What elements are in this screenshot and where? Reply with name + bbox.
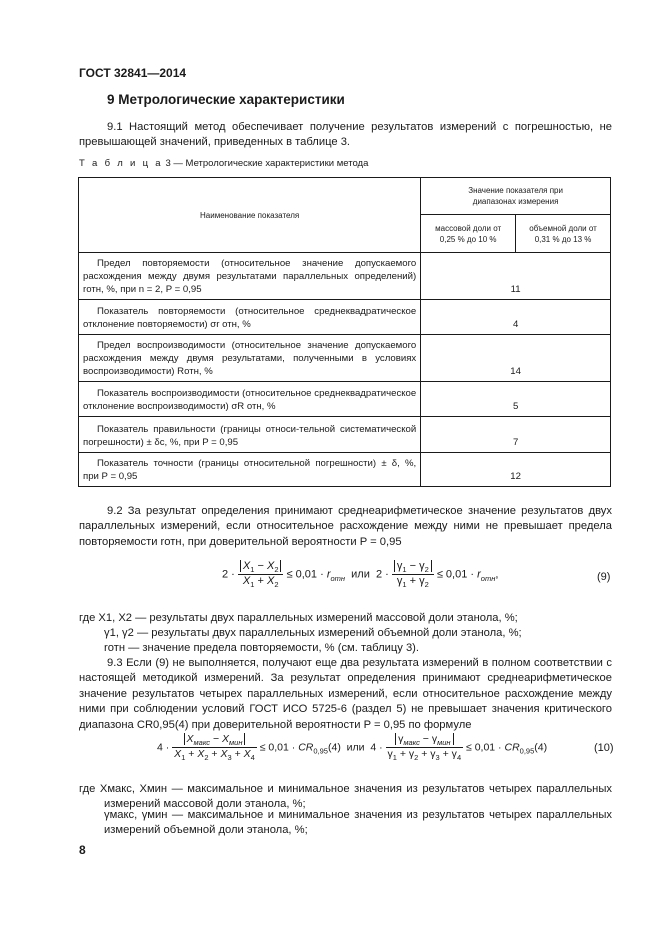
where-gamma-max-min: γмакс, γмин — максимальное и минимальное значения из результатов четырех параллельных измерений объемной доли этанола, %; bbox=[104, 809, 612, 837]
row-name: Показатель воспроизводимости (относительное среднеквадратическое отклонение воспроизводимости) σR отн, % bbox=[83, 388, 417, 412]
table-caption-prefix: Т а б л и ц а bbox=[79, 158, 163, 169]
table-header-group: Значение показателя при диапазонах измерения bbox=[421, 178, 611, 215]
table-row bbox=[79, 253, 611, 300]
section-title: 9 Метрологические характеристики bbox=[107, 92, 345, 107]
row-value: 5 bbox=[421, 382, 611, 417]
formula-9: 2 · $\frac{X_1 - X_2}{X_1 + X_2}$ ≤ $0,01 \cdot r_{отн}$ или 2 · $\frac{\gamma_1 - \gamma_2}{\gamma_1 + \gamma_2}$ ≤ $0,01 \cdot r_{отн}$, bbox=[222, 560, 499, 590]
metrology-table bbox=[78, 177, 611, 487]
where-gamma1-gamma2: γ1, γ2 — результаты двух параллельных измерений объемной доли этанола, %; bbox=[104, 627, 522, 639]
paragraph-9-3: 9.3 Если (9) не выполняется, получают еще два результата измерений в полном соответствии с настоящей методикой измерений. За результат определения принимают среднеарифметическое значение результатов четырех параллельных измерений, если относительное расхождение между ними при соблюдении условий ГОСТ ИСО 5725-6 (раздел 5) не превышает значения критического диапазона CR0,95(4) при доверительной вероятности P = 0,95 по формуле bbox=[79, 657, 612, 731]
document-header: ГОСТ 32841—2014 bbox=[79, 66, 187, 80]
table-row bbox=[79, 417, 611, 453]
where-xmax-xmin: где Xмакс, Xмин — максимальное и минимальное значения из результатов четырех параллельных измерений массовой доли этанола, %; bbox=[79, 783, 612, 811]
formula-10-number: (10) bbox=[594, 742, 614, 754]
formula-9-number: (9) bbox=[597, 571, 611, 583]
table-caption bbox=[79, 158, 368, 169]
row-name: Предел воспроизводимости (относительное значение допускаемого расхождения между двумя результатами, полученными в условиях воспроизводимости) Rотн, % bbox=[83, 340, 417, 377]
row-name: Показатель точности (границы относительной погрешности) ± δ, %, при P = 0,95 bbox=[83, 458, 417, 482]
row-name: Показатель повторяемости (относительное среднеквадратическое отклонение повторяемости) σr отн, % bbox=[83, 306, 417, 330]
paragraph-9-1: 9.1 Настоящий метод обеспечивает получение результатов измерений с погрешностью, не превышающей значений, приведенных в таблице 3. bbox=[79, 121, 612, 149]
table-row bbox=[79, 300, 611, 335]
row-value: 14 bbox=[421, 335, 611, 382]
where-r-otn: rотн — значение предела повторяемости, % (см. таблицу 3). bbox=[104, 642, 420, 654]
table-header-volume: объемной доли от 0,31 % до 13 % bbox=[516, 215, 611, 253]
row-value: 11 bbox=[421, 253, 611, 300]
table-header-name: Наименование показателя bbox=[79, 178, 421, 253]
table-header-mass: массовой доли от 0,25 % до 10 % bbox=[421, 215, 516, 253]
row-name: Предел повторяемости (относительное значение допускаемого расхождения между двумя результатами параллельных определений) rотн, %, при n = 2, P = 0,95 bbox=[83, 258, 417, 295]
table-row bbox=[79, 382, 611, 417]
row-value: 12 bbox=[421, 453, 611, 487]
where-x1-x2: где X1, X2 — результаты двух параллельных измерений массовой доли этанола, %; bbox=[79, 612, 518, 624]
paragraph-9-2: 9.2 За результат определения принимают среднеарифметическое значение результатов двух параллельных измерений, если относительное расхождение между ними не превышает предела повторяемости rотн, при доверительной вероятности P = 0,95 bbox=[79, 505, 612, 548]
row-value: 7 bbox=[421, 417, 611, 453]
table-caption-rest: 3 — Метрологические характеристики метода bbox=[165, 158, 369, 169]
table-row bbox=[79, 453, 611, 487]
page-number: 8 bbox=[79, 843, 86, 857]
row-name: Показатель правильности (границы относи-тельной систематической погрешности) ± δc, %, при P = 0,95 bbox=[83, 424, 417, 448]
row-value: 4 bbox=[421, 300, 611, 335]
table-row bbox=[79, 335, 611, 382]
formula-10: 4 · $\frac{X_{макс} - X_{мин}}{X_1 + X_2 + X_3 + X_4}$ ≤ $0,01 \cdot CR_{0,95}(4)$ или 4 · $\frac{\gamma_{макс} - \gamma_{мин}}{\gamma_1 + \gamma_2 + \gamma_3 + \gamma_4}$ ≤ $0,01 \cdot CR_{0,95}(4)$ bbox=[157, 733, 548, 763]
